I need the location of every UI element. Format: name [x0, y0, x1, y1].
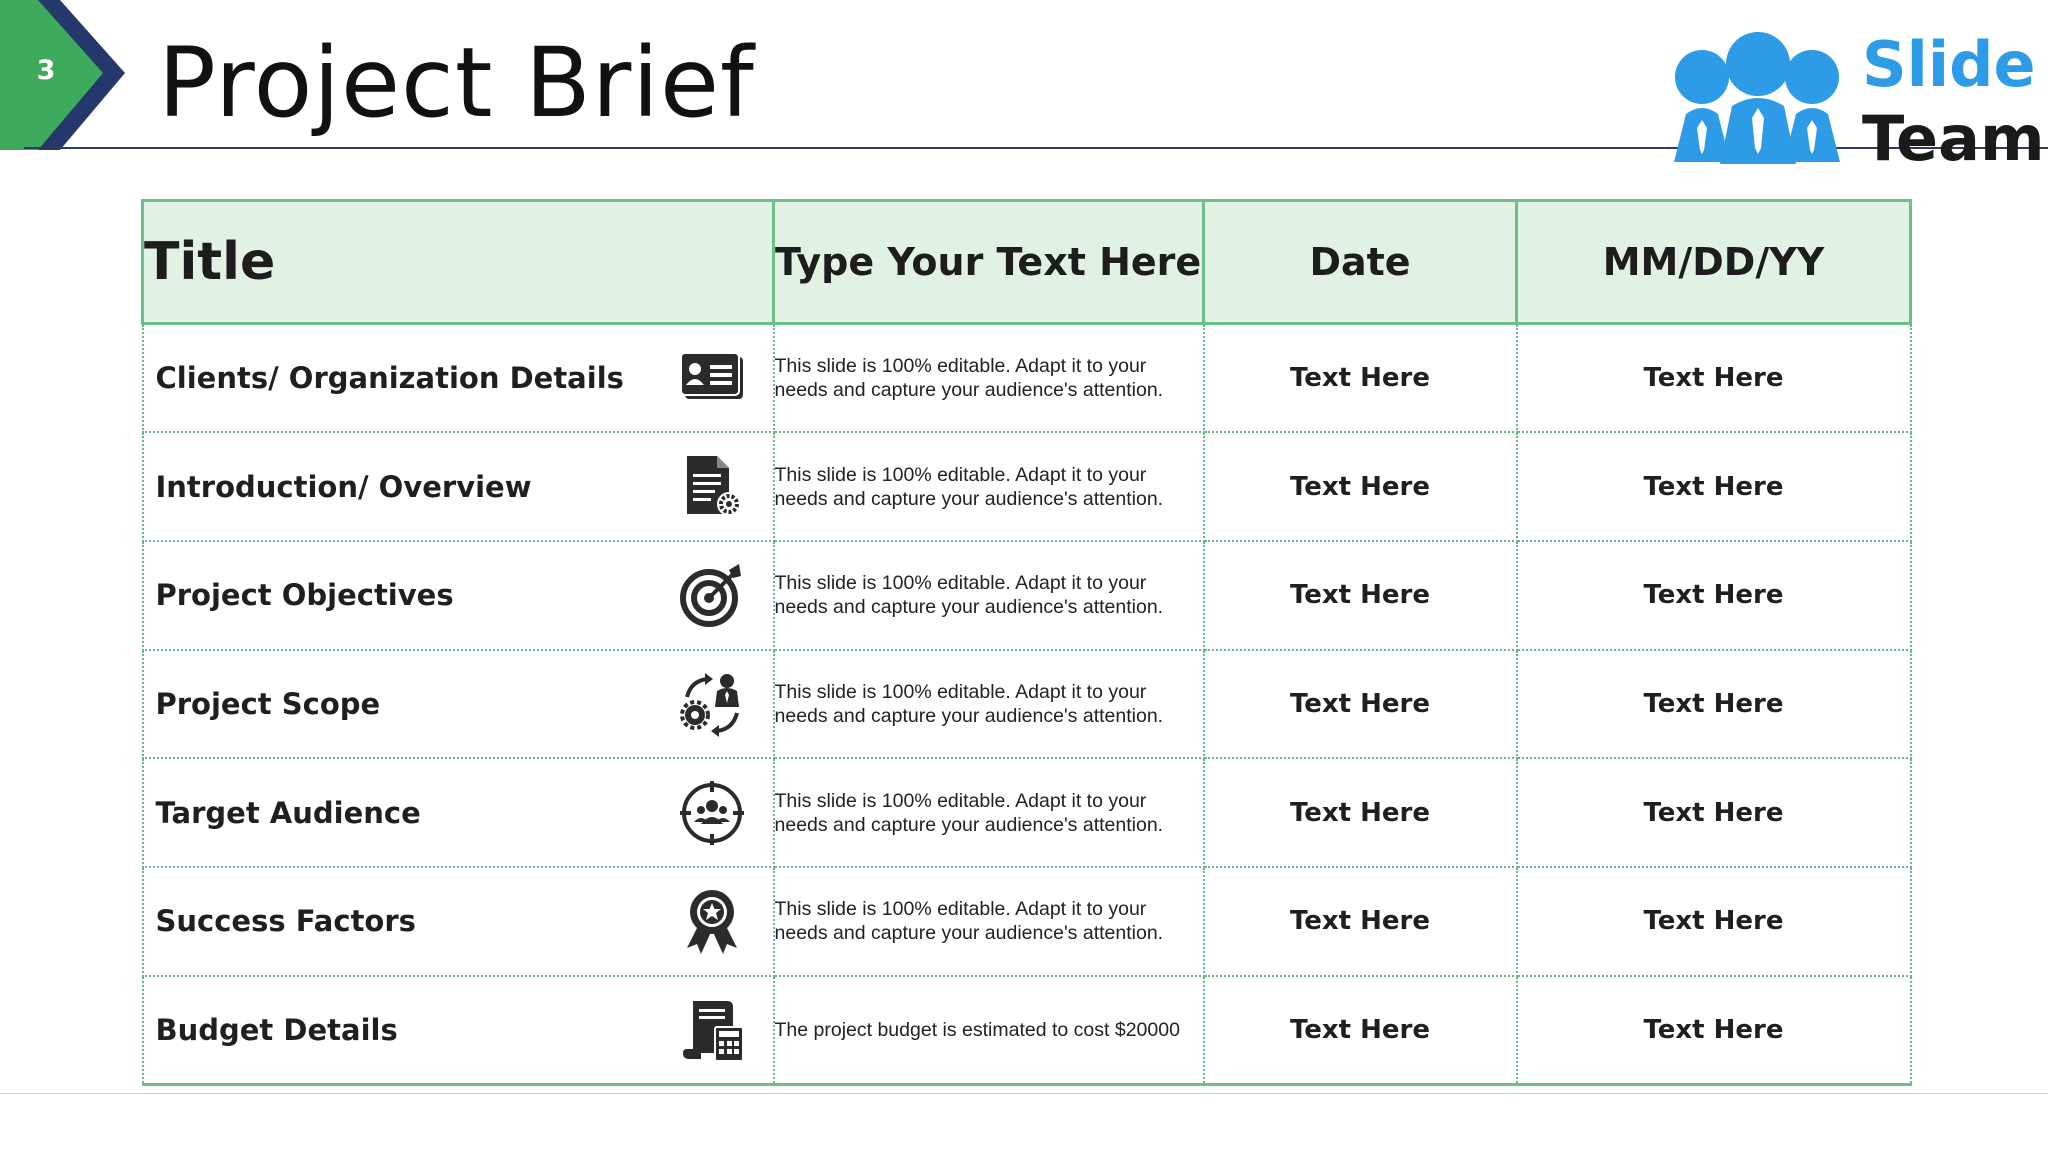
document-gear-icon	[679, 454, 745, 520]
people-logo-icon	[1662, 22, 1862, 172]
row-description: This slide is 100% editable. Adapt it to your needs and capture your audience's attention.	[774, 650, 1204, 759]
audience-target-icon	[679, 780, 745, 846]
logo-word-team: Team	[1862, 102, 2045, 175]
table-header-row	[143, 201, 1911, 324]
row-mmddyy: Text Here	[1517, 650, 1911, 759]
row-label: Target Audience	[155, 795, 421, 830]
row-title-cell	[143, 324, 774, 433]
table-row	[143, 867, 1911, 976]
footer-divider	[0, 1093, 2048, 1094]
row-description: The project budget is estimated to cost $20000	[774, 976, 1204, 1085]
logo-word-slide: Slide	[1862, 28, 2036, 101]
row-description: This slide is 100% editable. Adapt it to your needs and capture your audience's attention.	[774, 867, 1204, 976]
row-label: Budget Details	[155, 1012, 398, 1047]
table-row	[143, 976, 1911, 1085]
table-row	[143, 324, 1911, 433]
target-icon	[679, 562, 745, 628]
table-row	[143, 758, 1911, 867]
row-label: Success Factors	[155, 904, 416, 939]
page-title: Project Brief	[158, 27, 755, 139]
header-title: Title	[143, 201, 774, 324]
row-mmddyy: Text Here	[1517, 758, 1911, 867]
row-description: This slide is 100% editable. Adapt it to your needs and capture your audience's attention.	[774, 758, 1204, 867]
budget-calculator-icon	[679, 997, 745, 1063]
row-date: Text Here	[1204, 432, 1517, 541]
row-label: Project Scope	[155, 686, 381, 721]
row-date: Text Here	[1204, 976, 1517, 1085]
row-title-cell	[143, 650, 774, 759]
row-mmddyy: Text Here	[1517, 976, 1911, 1085]
row-title-cell	[143, 867, 774, 976]
header-mmddyy: MM/DD/YY	[1517, 201, 1911, 324]
row-label: Project Objectives	[155, 578, 454, 613]
row-title-cell	[143, 432, 774, 541]
table-row	[143, 650, 1911, 759]
row-date: Text Here	[1204, 324, 1517, 433]
award-ribbon-icon	[679, 888, 745, 954]
row-description: This slide is 100% editable. Adapt it to your needs and capture your audience's attention.	[774, 541, 1204, 650]
row-date: Text Here	[1204, 758, 1517, 867]
row-description: This slide is 100% editable. Adapt it to your needs and capture your audience's attention.	[774, 432, 1204, 541]
id-card-icon	[679, 345, 745, 411]
row-label: Clients/ Organization Details	[155, 361, 624, 396]
row-date: Text Here	[1204, 867, 1517, 976]
project-brief-table	[141, 199, 1912, 1086]
slide-number: 3	[36, 55, 56, 86]
header-type-text: Type Your Text Here	[774, 201, 1204, 324]
row-title-cell	[143, 976, 774, 1085]
row-mmddyy: Text Here	[1517, 867, 1911, 976]
row-mmddyy: Text Here	[1517, 541, 1911, 650]
row-date: Text Here	[1204, 541, 1517, 650]
scope-cycle-icon	[679, 671, 745, 737]
slide-number-badge	[0, 0, 130, 154]
row-date: Text Here	[1204, 650, 1517, 759]
row-mmddyy: Text Here	[1517, 432, 1911, 541]
row-title-cell	[143, 541, 774, 650]
header-date: Date	[1204, 201, 1517, 324]
row-description: This slide is 100% editable. Adapt it to your needs and capture your audience's attention.	[774, 324, 1204, 433]
table-row	[143, 541, 1911, 650]
row-label: Introduction/ Overview	[155, 469, 532, 504]
row-title-cell	[143, 758, 774, 867]
row-mmddyy: Text Here	[1517, 324, 1911, 433]
table-row	[143, 432, 1911, 541]
